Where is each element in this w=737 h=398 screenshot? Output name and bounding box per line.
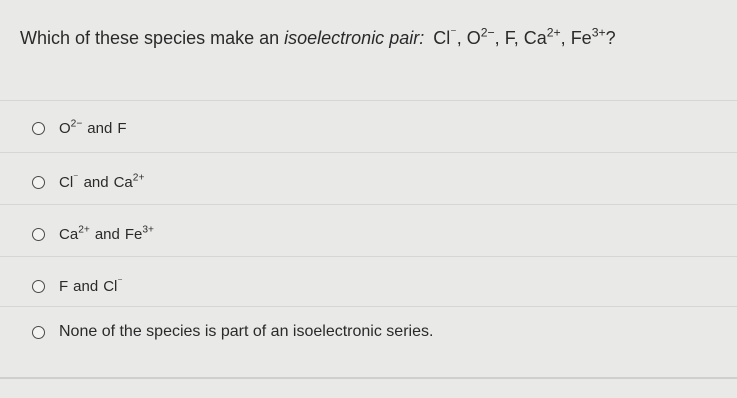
species-cl: Cl⁻ xyxy=(433,25,457,48)
answer-option-1[interactable] xyxy=(32,116,127,140)
option-label: $O^{2-}$ and F xyxy=(59,118,127,137)
question-mark: ? xyxy=(605,28,616,48)
option-label: Cl⁻ and $Ca^{2+}$ xyxy=(59,172,145,191)
question-emphasis: isoelectronic pair: xyxy=(284,28,425,48)
radio-button[interactable] xyxy=(32,228,45,241)
answer-option-3[interactable] xyxy=(32,222,154,246)
option-label: $Ca^{2+}$ and $Fe^{3+}$ xyxy=(59,224,154,243)
question-text xyxy=(20,18,720,58)
divider xyxy=(0,152,737,153)
radio-button[interactable] xyxy=(32,122,45,135)
divider xyxy=(0,377,737,379)
species-o: $O^{2-}$ xyxy=(466,25,495,48)
divider xyxy=(0,256,737,257)
species-ca: $Ca^{2+}$ xyxy=(523,25,561,48)
divider xyxy=(0,306,737,307)
divider xyxy=(0,100,737,101)
radio-button[interactable] xyxy=(32,280,45,293)
option-label: None of the species is part of an isoelectronic series. xyxy=(59,323,434,340)
species-f: F xyxy=(504,28,514,48)
divider xyxy=(0,204,737,205)
radio-button[interactable] xyxy=(32,176,45,189)
answer-option-4[interactable] xyxy=(32,274,123,298)
question-prefix: Which of these species make an xyxy=(20,28,285,48)
option-label: F and Cl⁻ xyxy=(59,276,123,295)
answer-option-2[interactable] xyxy=(32,170,144,194)
species-fe: $Fe^{3+}$ xyxy=(570,25,606,48)
radio-button[interactable] xyxy=(32,326,45,339)
answer-option-5[interactable] xyxy=(32,320,433,344)
question-species-list: Cl⁻, $O^{2-}$, F, $Ca^{2+}$, $Fe^{3+}$? xyxy=(433,25,616,48)
